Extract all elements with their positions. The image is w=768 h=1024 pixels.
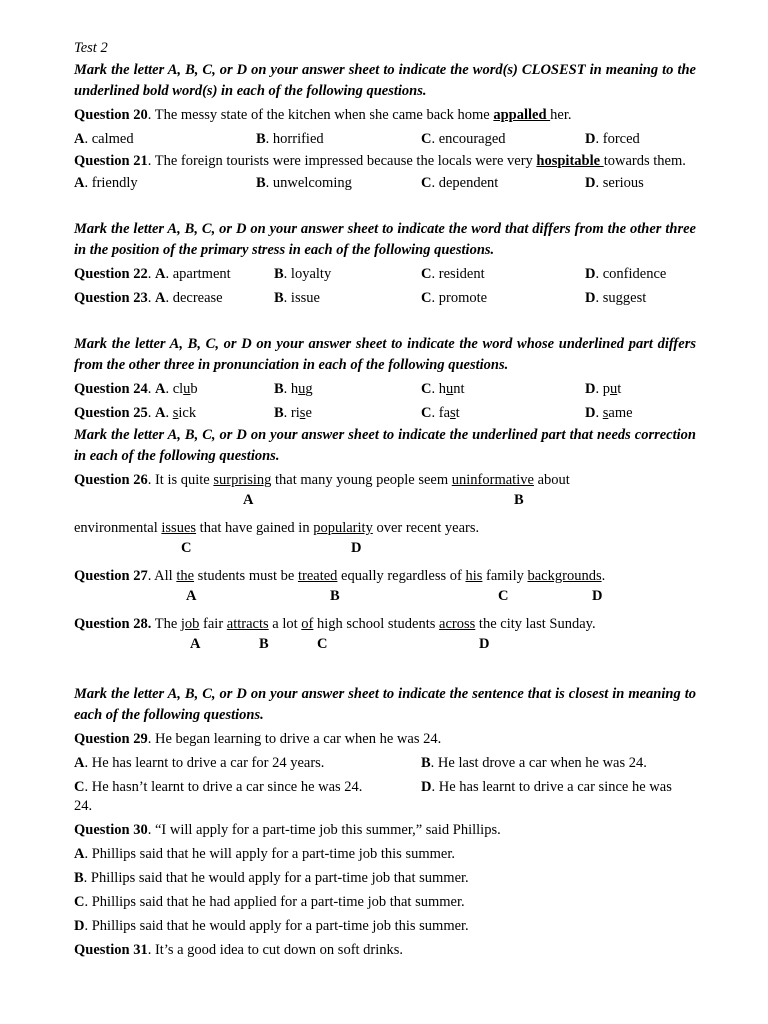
question-label: Question 29 xyxy=(74,731,148,747)
letter-a: A xyxy=(186,588,197,604)
part-b: uninformative xyxy=(451,472,534,488)
option-d: D. forced xyxy=(585,131,640,147)
letters-27 xyxy=(74,588,696,612)
test-title-text: Test 2 xyxy=(74,40,108,56)
question-27: Question 27. All the students must be treated equally regardless of his family backgrounds. xyxy=(74,568,606,584)
option-a: A. calmed xyxy=(74,131,134,147)
question-stem: . The foreign tourists were impressed because the locals were very xyxy=(147,153,537,169)
part-a: the xyxy=(176,568,195,584)
part-c: of xyxy=(301,616,314,632)
option-c: C. dependent xyxy=(421,175,499,191)
option-d: D. put xyxy=(585,381,622,397)
part-a: job xyxy=(180,616,200,632)
question-31 xyxy=(74,938,696,962)
letter-c: C xyxy=(181,540,192,556)
question-label: Question 23 xyxy=(74,290,148,306)
option-30-d: D. Phillips said that he would apply for a part-time job this summer. xyxy=(74,918,469,934)
option-d: D. same xyxy=(585,405,633,421)
option-b: B. hug xyxy=(274,381,313,397)
part-d: across xyxy=(439,616,476,632)
instruction-closest: Mark the letter A, B, C, or D on your answer sheet to indicate the word(s) CLOSEST in meaning to the underlined bold word(s) in each of the following questions. xyxy=(74,62,696,99)
option-c: C. encouraged xyxy=(421,131,506,147)
option-c: C. resident xyxy=(421,266,485,282)
keyword: appalled xyxy=(493,107,551,123)
instruction-sentence: Mark the letter A, B, C, or D on your answer sheet to indicate the sentence that is closest in meaning to each of the following questions. xyxy=(74,686,696,723)
question-30 xyxy=(74,818,696,842)
question-23: Question 23. A. decrease B. issue C. promote D. suggest xyxy=(74,286,696,310)
test-title xyxy=(74,36,696,60)
question-25: Question 25. A. sick B. rise C. fast D. same xyxy=(74,401,696,425)
instruction-correction: Mark the letter A, B, C, or D on your answer sheet to indicate the underlined part that needs correction in each of the following questions. xyxy=(74,427,696,464)
option-d: D. confidence xyxy=(585,266,667,282)
option-c: C. He hasn’t learnt to drive a car since he was 24. xyxy=(74,779,363,795)
option-d: D. suggest xyxy=(585,290,647,306)
question-29 xyxy=(74,727,696,751)
options-29-ab xyxy=(74,751,696,775)
option-c: C. promote xyxy=(421,290,488,306)
instruction-stress: Mark the letter A, B, C, or D on your answer sheet to indicate the word that differs from the other three in the position of the primary stress in each of the following questions. xyxy=(74,221,696,258)
part-c: his xyxy=(465,568,483,584)
question-label: Question 31 xyxy=(74,942,148,958)
worksheet xyxy=(74,36,696,962)
question-stem-end: towards them. xyxy=(603,153,686,169)
option-b: B. horrified xyxy=(256,131,324,147)
option-30-c: C. Phillips said that he had applied for a part-time job that summer. xyxy=(74,894,465,910)
question-22: Question 22. A. apartment B. loyalty C. resident D. confidence xyxy=(74,262,696,286)
question-20 xyxy=(74,103,696,127)
question-21 xyxy=(74,151,696,171)
question-label: Question 26 xyxy=(74,472,148,488)
letter-b: B xyxy=(259,636,269,652)
option-30-b: B. Phillips said that he would apply for a part-time job that summer. xyxy=(74,870,469,886)
question-stem: . It’s a good idea to cut down on soft drinks. xyxy=(147,942,404,958)
options-20 xyxy=(74,127,696,151)
question-stem-end: her. xyxy=(550,107,572,123)
letters-26-top xyxy=(74,492,696,516)
option-b: B. He last drove a car when he was 24. xyxy=(421,755,647,771)
part-c: issues xyxy=(161,520,197,536)
part-a: surprising xyxy=(213,472,272,488)
option-b: B. loyalty xyxy=(274,266,332,282)
question-26: Question 26. It is quite surprising that many young people seem uninformative about xyxy=(74,472,570,488)
option-a: decrease xyxy=(172,290,223,306)
letter-a: A xyxy=(190,636,201,652)
letter-d: D xyxy=(351,540,362,556)
letter-a: A xyxy=(243,492,254,508)
letters-26-bottom xyxy=(74,540,696,564)
letter-d: D xyxy=(479,636,490,652)
option-30-a: A. Phillips said that he will apply for a part-time job this summer. xyxy=(74,846,455,862)
question-label: Question 24 xyxy=(74,381,148,397)
letter-b: B xyxy=(330,588,340,604)
letter-c: C xyxy=(498,588,509,604)
question-label: Question 28. xyxy=(74,616,152,632)
question-label: Question 25 xyxy=(74,405,148,421)
part-b: treated xyxy=(297,568,338,584)
part-d: popularity xyxy=(313,520,373,536)
option-d: D. He has learnt to drive a car since he was xyxy=(421,779,672,795)
option-b: B. issue xyxy=(274,290,320,306)
option-d-cont: 24. xyxy=(74,798,93,814)
question-stem: . He began learning to drive a car when he was 24. xyxy=(147,731,442,747)
letter-c: C xyxy=(317,636,328,652)
option-c: C. hunt xyxy=(421,381,465,397)
letter-d: D xyxy=(592,588,603,604)
question-label: Question 27 xyxy=(74,568,148,584)
keyword: hospitable xyxy=(536,153,604,169)
option-a: sick xyxy=(172,405,197,421)
part-b: attracts xyxy=(226,616,269,632)
letters-28 xyxy=(74,636,696,660)
question-stem: . The messy state of the kitchen when she came back home xyxy=(147,107,494,123)
option-b: B. rise xyxy=(274,405,312,421)
letter-b: B xyxy=(514,492,524,508)
option-a: apartment xyxy=(172,266,231,282)
option-a: A. He has learnt to drive a car for 24 years. xyxy=(74,755,325,771)
question-label: Question 21 xyxy=(74,153,148,169)
options-21 xyxy=(74,171,696,195)
question-stem: . “I will apply for a part-time job this summer,” said Phillips. xyxy=(147,822,501,838)
option-a: A. friendly xyxy=(74,175,138,191)
option-d: D. serious xyxy=(585,175,644,191)
option-b: B. unwelcoming xyxy=(256,175,352,191)
part-d: backgrounds xyxy=(527,568,602,584)
option-a: club xyxy=(172,381,198,397)
question-label: Question 30 xyxy=(74,822,148,838)
question-28: Question 28. The job fair attracts a lot of high school students across the city last Sunday. xyxy=(74,616,596,632)
option-c: C. fast xyxy=(421,405,460,421)
question-24: Question 24. A. club B. hug C. hunt D. put xyxy=(74,377,696,401)
question-label: Question 20 xyxy=(74,107,148,123)
question-26-line2: environmental issues that have gained in popularity over recent years. xyxy=(74,520,480,536)
instruction-pronunciation: Mark the letter A, B, C, or D on your answer sheet to indicate the word whose underlined part differs from the other three in pronunciation in each of the following questions. xyxy=(74,336,696,373)
question-label: Question 22 xyxy=(74,266,148,282)
